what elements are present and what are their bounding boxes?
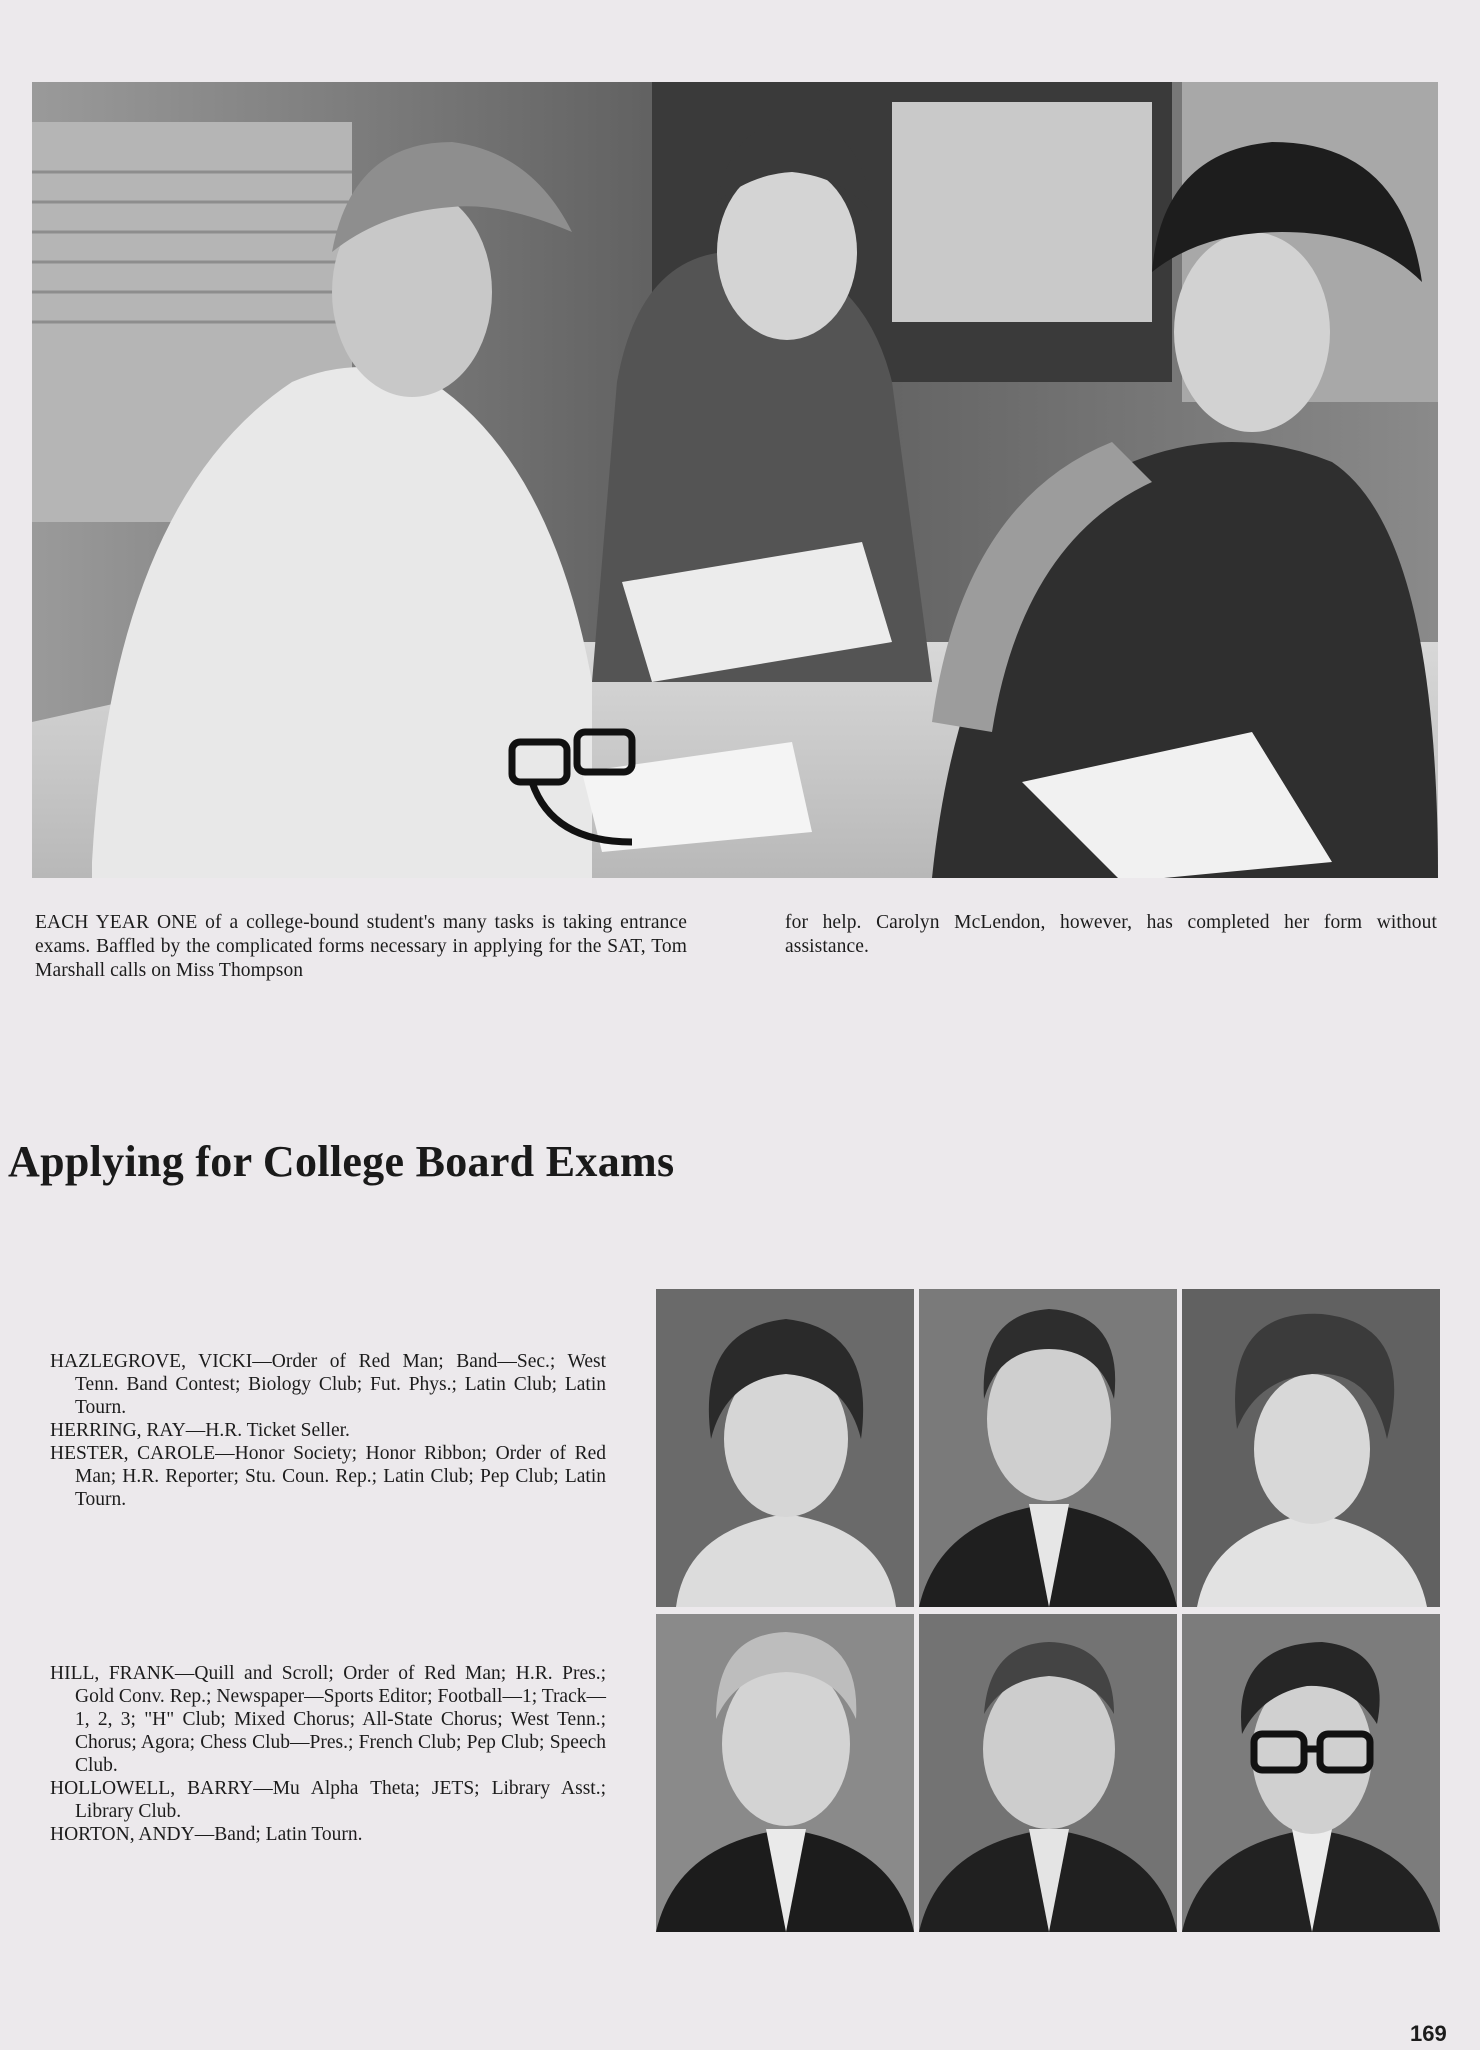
portrait-hill: [656, 1614, 914, 1932]
roster-entry-hollowell: HOLLOWELL, BARRY—Mu Alpha Theta; JETS; Library Asst.; Library Club.: [50, 1778, 606, 1822]
roster-entry-hazlegrove: HAZLEGROVE, VICKI—Order of Red Man; Band—Sec.; West Tenn. Band Contest; Biology Club; Fut. Phys.; Latin Club; Latin Tourn.: [50, 1351, 606, 1418]
roster-entry-hester: HESTER, CAROLE—Honor Society; Honor Ribbon; Order of Red Man; H.R. Reporter; Stu. Coun. Rep.; Latin Club; Pep Club; Latin Tourn.: [50, 1443, 606, 1510]
classroom-photo: [32, 82, 1438, 878]
photo-caption-left: EACH YEAR ONE of a college-bound student's many tasks is taking entrance exams. Baffled by the complicated forms necessary in applying for the SAT, Tom Marshall calls on Miss Thompson: [35, 912, 687, 981]
portrait-horton: [1182, 1614, 1440, 1932]
roster-entry-hill: HILL, FRANK—Quill and Scroll; Order of Red Man; H.R. Pres.; Gold Conv. Rep.; Newspaper—Sports Editor; Football—1; Track—1, 2, 3; "H" Club; Mixed Chorus; All-State Chorus; West Tenn.; Chorus; Agora; Chess Club—Pres.; French Club; Pep Club; Speech Club.: [50, 1663, 606, 1776]
roster-entry-horton: HORTON, ANDY—Band; Latin Tourn.: [50, 1824, 363, 1845]
portrait-hazlegrove: [656, 1289, 914, 1607]
roster-group-top: [50, 1350, 606, 1511]
page-number: 169: [1410, 2021, 1447, 2046]
portrait-herring: [919, 1289, 1177, 1607]
page-title: Applying for College Board Exams: [8, 1137, 675, 1186]
portrait-hester: [1182, 1289, 1440, 1607]
roster-group-bottom: [50, 1662, 606, 1846]
roster-entry-herring: HERRING, RAY—H.R. Ticket Seller.: [50, 1420, 350, 1441]
portrait-hollowell: [919, 1614, 1177, 1932]
photo-caption-right: for help. Carolyn McLendon, however, has completed her form without assistance.: [785, 912, 1437, 957]
